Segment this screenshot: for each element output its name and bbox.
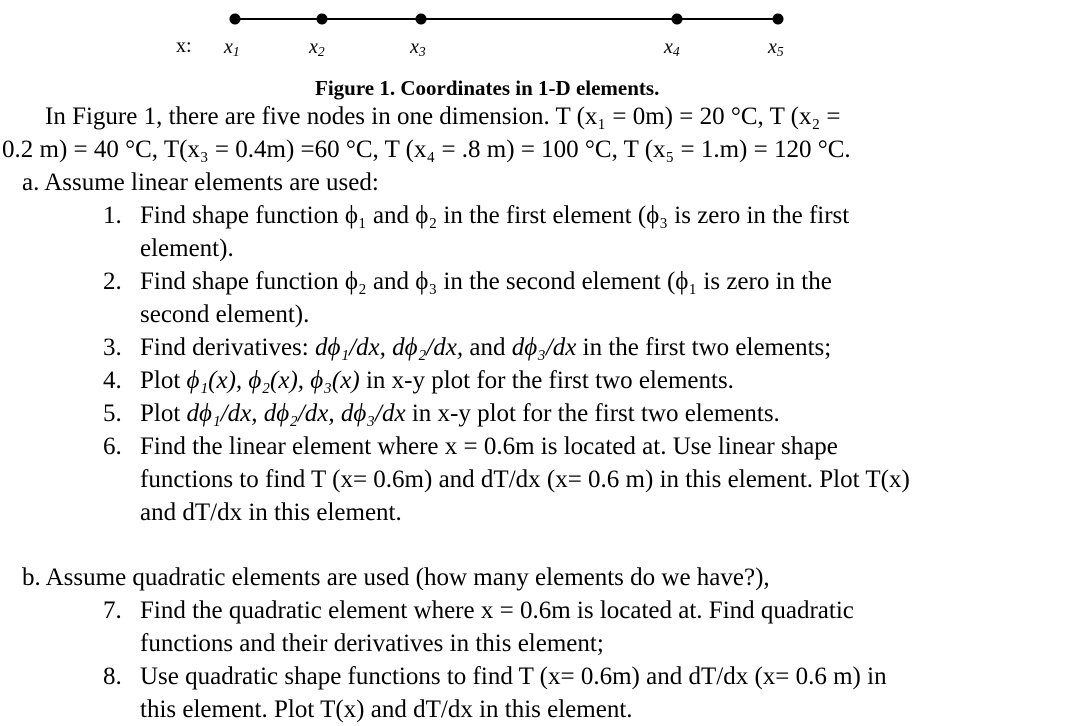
list-item-7 [103,594,854,627]
list-item-3 [103,331,831,364]
intro-line-1: In Figure 1, there are five nodes in one dimension. T (x₁ = 0m) = 20 °C, T (x₂ = [45,103,841,130]
list-item-4 [103,364,734,397]
node-label-x2: $x_2$ [309,36,325,59]
node-5 [773,14,784,25]
list-item-2-continuation: second element). [140,301,310,328]
node-label-x1: $x_1$ [224,36,240,59]
item-math: dϕ₃/dx [511,334,577,361]
node-4 [672,14,683,25]
item-text: Plot [140,367,187,394]
item-math: ϕ₁(x), ϕ₂(x), ϕ₃(x) [186,367,360,394]
list-item-7-continuation: functions and their derivatives in this element; [140,630,604,657]
intro-line-2: 0.2 m) = 40 °C, T(x₃ = 0.4m) =60 °C, T (x₄ = .8 m) = 100 °C, T (x₅ = 1.m) = 120 °C. [2,136,851,163]
figure-1-diagram [0,0,1079,70]
item-math: dϕ₁/dx, dϕ₂/dx, dϕ₃/dx [186,400,406,427]
item-text: and [463,334,512,361]
node-3 [416,14,427,25]
list-item-1 [103,199,849,232]
item-number: 1. [103,202,122,229]
item-text: Plot [140,400,187,427]
item-number: 7. [103,597,122,624]
list-item-8-continuation: this element. Plot T(x) and dT/dx in this element. [140,696,633,723]
item-number: 4. [103,367,122,394]
node-label-x5: $x_5$ [768,36,784,59]
list-item-1-continuation: element). [140,235,234,262]
node-2 [317,14,328,25]
list-item-8 [103,660,887,693]
axis-label: x: [176,35,192,57]
item-number: 5. [103,400,122,427]
item-text: in the first two elements; [576,334,832,361]
item-number: 2. [103,268,122,295]
node-label-x3: $x_3$ [410,36,426,59]
part-b-heading: b. Assume quadratic elements are used (how many elements do we have?), [22,564,770,591]
item-text: Find the quadratic element where x = 0.6m is located at. Find quadratic [140,597,854,624]
list-item-6-continuation: and dT/dx in this element. [140,499,402,526]
item-text: Find shape function ϕ₂ and ϕ₃ in the second element (ϕ₁ is zero in the [140,268,832,295]
item-text: in x-y plot for the first two elements. [359,367,734,394]
part-a-heading: a. Assume linear elements are used: [22,169,379,196]
item-text: Find the linear element where x = 0.6m is located at. Use linear shape [140,433,838,460]
item-text: Find shape function ϕ₁ and ϕ₂ in the first element (ϕ₃ is zero in the first [140,202,850,229]
figure-caption: Figure 1. Coordinates in 1-D elements. [315,76,660,100]
list-item-5 [103,397,780,430]
list-item-6 [103,430,838,463]
item-text: in x-y plot for the first two elements. [405,400,780,427]
list-item-6-continuation: functions to find T (x= 0.6m) and dT/dx (x= 0.6 m) in this element. Plot T(x) [140,466,910,493]
list-item-2 [103,265,832,298]
node-label-x4: $x_4$ [664,36,680,59]
item-number: 3. [103,334,122,361]
item-math: dϕ₁/dx, dϕ₂/dx, [314,334,464,361]
item-text: Use quadratic shape functions to find T (x= 0.6m) and dT/dx (x= 0.6 m) in [140,663,887,690]
node-1 [230,14,241,25]
item-number: 6. [103,433,122,460]
item-number: 8. [103,663,122,690]
item-text: Find derivatives: [140,334,315,361]
